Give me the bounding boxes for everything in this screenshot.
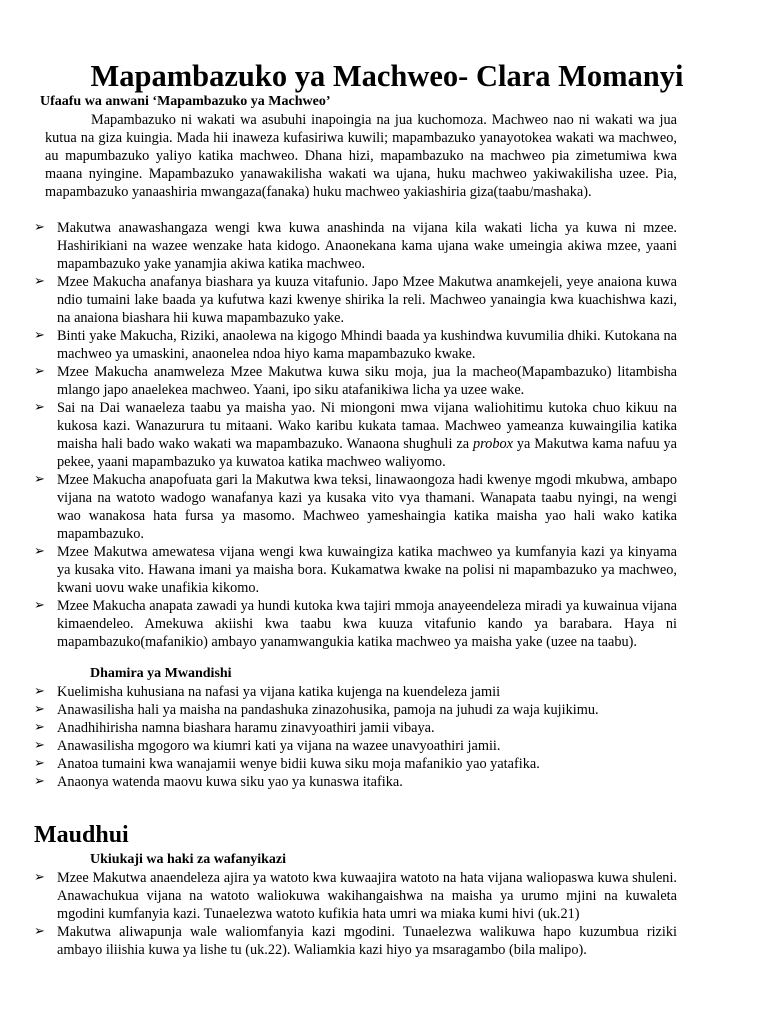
list-item xyxy=(0,273,677,327)
list-item-text: Mzee Makucha anapofuata gari la Makutwa kwa teksi, linawaongoza hadi kwenye mgodi mkubwa, ambapo vijana na watoto wadogo wanafanya kazi ya kusaka vito vya thamani. Wanapata taabu nyingi, na wengi wao wanakosa hata fursa ya masomo. Machweo yameshaingia katika maisha yao hali wako katika mapambazuko. xyxy=(57,472,677,542)
arrow-bullet-icon: ➢ xyxy=(34,870,45,885)
list-item xyxy=(0,471,677,543)
list-item-text: Anawasilisha mgogoro wa kiumri kati ya vijana na wazee unavyoathiri jamii. xyxy=(57,738,501,754)
document-title: Mapambazuko ya Machweo- Clara Momanyi xyxy=(90,59,684,93)
arrow-bullet-icon: ➢ xyxy=(34,544,45,559)
title-relevance-heading: Ufaafu wa anwani ‘Mapambazuko ya Machweo’ xyxy=(40,94,331,109)
list-item xyxy=(0,701,697,719)
list-item xyxy=(0,737,697,755)
arrow-bullet-icon: ➢ xyxy=(34,274,45,289)
list-item-text: Mzee Makucha anamweleza Mzee Makutwa kuwa siku moja, jua la macheo(Mapambazuko) litambisha mlango japo anaelekea machweo. Yaani, ipo siku atafanikiwa licha ya uzee wake. xyxy=(57,364,677,398)
workers-rights-heading: Ukiukaji wa haki za wafanyikazi xyxy=(90,852,287,867)
arrow-bullet-icon: ➢ xyxy=(34,328,45,343)
author-intent-list xyxy=(0,683,697,791)
arrow-bullet-icon: ➢ xyxy=(34,774,45,789)
list-item-text: ya Makutwa kama nafuu ya pekee, yaani mapambazuko ya kuwatoa katika machweo waliyomo. xyxy=(57,436,677,470)
arrow-bullet-icon: ➢ xyxy=(34,738,45,753)
arrow-bullet-icon: ➢ xyxy=(34,924,45,939)
list-item xyxy=(0,219,677,273)
list-item-text: Mzee Makutwa anaendeleza ajira ya watoto kwa kuwaajira watoto na hata vijana waliopaswa kuwa shuleni. Anawachukua vijana na watoto waliokuwa wakihangaishwa na maisha ya urumo mjini na kuwaleta mgodini kumfanyia kazi. Tunaelezwa watoto kufikia hata umri wa miaka kumi hivi (uk.21) xyxy=(57,870,677,922)
arrow-bullet-icon: ➢ xyxy=(34,598,45,613)
list-item-italic-text: probox xyxy=(472,436,513,452)
arrow-bullet-icon: ➢ xyxy=(34,364,45,379)
list-item xyxy=(0,327,677,363)
list-item-text: Anatoa tumaini kwa wanajamii wenye bidii kuwa siku moja mafanikio yao yatafika. xyxy=(57,756,540,772)
list-item-text: Mzee Makucha anafanya biashara ya kuuza vitafunio. Japo Mzee Makutwa anamkejeli, yeye anaiona kuwa ndio tumaini lake baada ya kufutwa kazi kwenye shirika la reli. Machweo yanaingia kwa kuachishwa kazi, na anaiona biashara hii kuwa mapambazuko yake. xyxy=(57,274,677,326)
list-item xyxy=(0,923,677,959)
arrow-bullet-icon: ➢ xyxy=(34,720,45,735)
arrow-bullet-icon: ➢ xyxy=(34,220,45,235)
list-item-text: Anadhihirisha namna biashara haramu zinavyoathiri jamii vibaya. xyxy=(57,720,435,736)
list-item xyxy=(0,399,677,471)
arrow-bullet-icon: ➢ xyxy=(34,472,45,487)
list-item xyxy=(0,683,697,701)
summary-bullet-list xyxy=(0,219,677,651)
list-item-text: Anawasilisha hali ya maisha na pandashuka zinazohusika, pamoja na juhudi za waja kujikimu. xyxy=(57,702,599,718)
workers-rights-list xyxy=(0,869,677,959)
arrow-bullet-icon: ➢ xyxy=(34,684,45,699)
list-item-text: Kuelimisha kuhusiana na nafasi ya vijana katika kujenga na kuendeleza jamii xyxy=(57,684,501,700)
list-item-text: Makutwa aliwapunja wale waliomfanyia kazi mgodini. Tunaelezwa walikuwa hapo kuzumbua riziki ambayo iliishia kuwa ya lishe tu (uk.22). Waliamkia kazi hiyo ya msaragambo (bila malipo). xyxy=(57,924,677,958)
list-item-text: Mzee Makucha anapata zawadi ya hundi kutoka kwa tajiri mmoja anayeendeleza miradi ya kuwainua vijana kimaendeleo. Amekuwa akiishi kwa taabu kwa kuuza vitafunio kando ya barabara. Haya ni mapambazuko(mafanikio) ambayo yanamwangukia katika machweo ya maisha yake (uzee na taabu). xyxy=(57,598,677,650)
arrow-bullet-icon: ➢ xyxy=(34,756,45,771)
list-item-text: Anaonya watenda maovu kuwa siku yao ya kunaswa itafika. xyxy=(57,774,403,790)
list-item xyxy=(0,719,697,737)
list-item xyxy=(0,773,697,791)
author-intent-heading: Dhamira ya Mwandishi xyxy=(90,666,232,681)
list-item xyxy=(0,755,697,773)
intro-paragraph: Mapambazuko ni wakati wa asubuhi inapoingia na jua kuchomoza. Machweo nao ni wakati wa jua kutua na giza kuingia. Mada hii inaweza kufasiriwa kuwili; mapambazuko yanayotokea wakati wa machweo, au mapumbazuko yaliyo katika machweo. Dhana hizi, mapambazuko na machweo pia zimetumiwa kwa maana nyingine. Mapambazuko yanawakilisha wakati wa ujana, huku machweo yakiwakilisha uzee. Pia, mapambazuko yanaashiria mwangaza(fanaka) huku machweo yakiashiria giza(taabu/mashaka). xyxy=(45,112,677,200)
list-item xyxy=(0,869,677,923)
maudhui-heading: Maudhui xyxy=(34,822,129,848)
list-item xyxy=(0,597,677,651)
list-item-text: Sai na Dai wanaeleza taabu ya maisha yao. Ni miongoni mwa vijana waliohitimu kutoka chuo kikuu na kukosa kazi. Wanazurura tu mitaani. Wako karibu kukata tamaa. Machweo yameanza kuwaingilia katika maisha hali bado wako wakati wa mapambazuko. Wanaona shughuli za xyxy=(57,400,677,452)
list-item xyxy=(0,363,677,399)
list-item-text: Mzee Makutwa amewatesa vijana wengi kwa kuwaingiza katika machweo ya kumfanyia kazi ya kinyama ya kusaka vito. Hawana imani ya maisha bora. Kukamatwa kwake na polisi ni mapambazuko ya machweo, kwani uovu wake unafikia kikomo. xyxy=(57,544,677,596)
list-item-text: Makutwa anawashangaza wengi kwa kuwa anashinda na vijana kila wakati licha ya kuwa ni mzee. Hashirikiani na wazee wenzake hata kidogo. Anaonekana kama ujana wake umeingia akiwa mzee, yaani mapambazuko yake yanamjia akiwa katika machweo. xyxy=(57,220,677,272)
list-item xyxy=(0,543,677,597)
arrow-bullet-icon: ➢ xyxy=(34,400,45,415)
arrow-bullet-icon: ➢ xyxy=(34,702,45,717)
list-item-text: Binti yake Makucha, Riziki, anaolewa na kigogo Mhindi baada ya kushindwa kuvumilia dhiki. Kutokana na machweo ya umaskini, anaonelea ndoa hiyo kama mapambazuko kwake. xyxy=(57,328,677,362)
